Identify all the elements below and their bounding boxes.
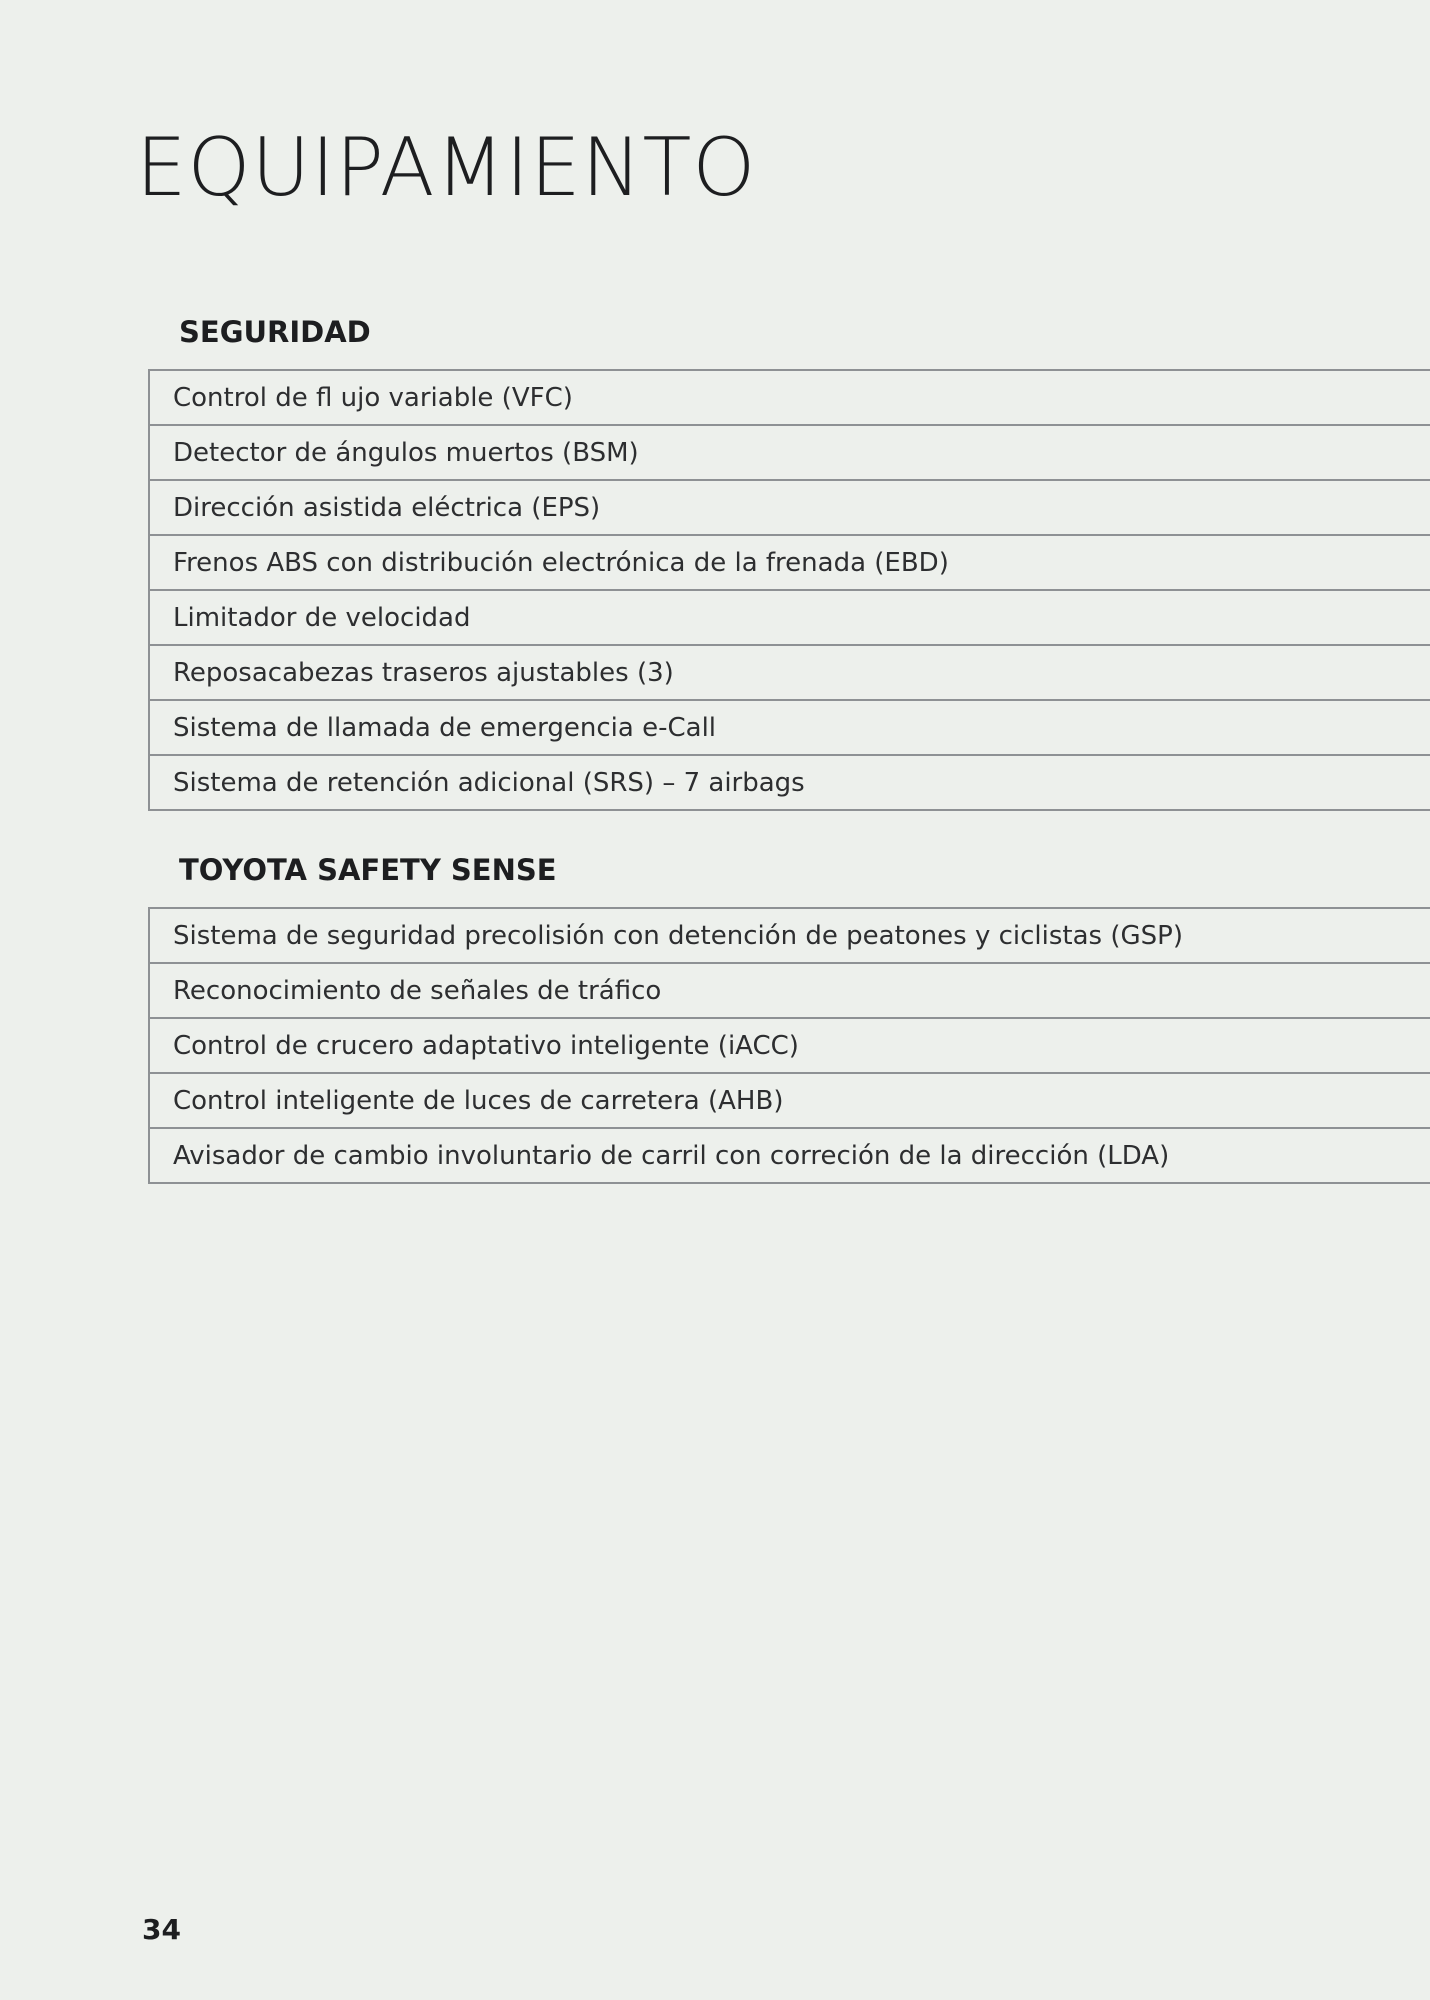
table-row: Reposacabezas traseros ajustables (3) bbox=[150, 646, 1430, 701]
page-title: EQUIPAMIENTO bbox=[136, 121, 757, 214]
table-row: Dirección asistida eléctrica (EPS) bbox=[150, 481, 1430, 536]
table-row: Control de fl ujo variable (VFC) bbox=[150, 371, 1430, 426]
table-row: Sistema de retención adicional (SRS) – 7 airbags bbox=[150, 756, 1430, 811]
table-row: Control inteligente de luces de carretera (AHB) bbox=[150, 1074, 1430, 1129]
section-title-toyota-safety-sense: TOYOTA SAFETY SENSE bbox=[179, 853, 557, 887]
equipment-table-seguridad bbox=[148, 369, 1430, 811]
table-row: Detector de ángulos muertos (BSM) bbox=[150, 426, 1430, 481]
table-row: Sistema de llamada de emergencia e-Call bbox=[150, 701, 1430, 756]
section-title-seguridad: SEGURIDAD bbox=[179, 315, 371, 349]
table-row: Avisador de cambio involuntario de carril con correción de la dirección (LDA) bbox=[150, 1129, 1430, 1184]
table-row: Reconocimiento de señales de tráfico bbox=[150, 964, 1430, 1019]
table-row: Sistema de seguridad precolisión con detención de peatones y ciclistas (GSP) bbox=[150, 909, 1430, 964]
page-number: 34 bbox=[142, 1913, 181, 1946]
table-row: Control de crucero adaptativo inteligente (iACC) bbox=[150, 1019, 1430, 1074]
table-row: Limitador de velocidad bbox=[150, 591, 1430, 646]
equipment-table-toyota-safety-sense bbox=[148, 907, 1430, 1184]
table-row: Frenos ABS con distribución electrónica de la frenada (EBD) bbox=[150, 536, 1430, 591]
